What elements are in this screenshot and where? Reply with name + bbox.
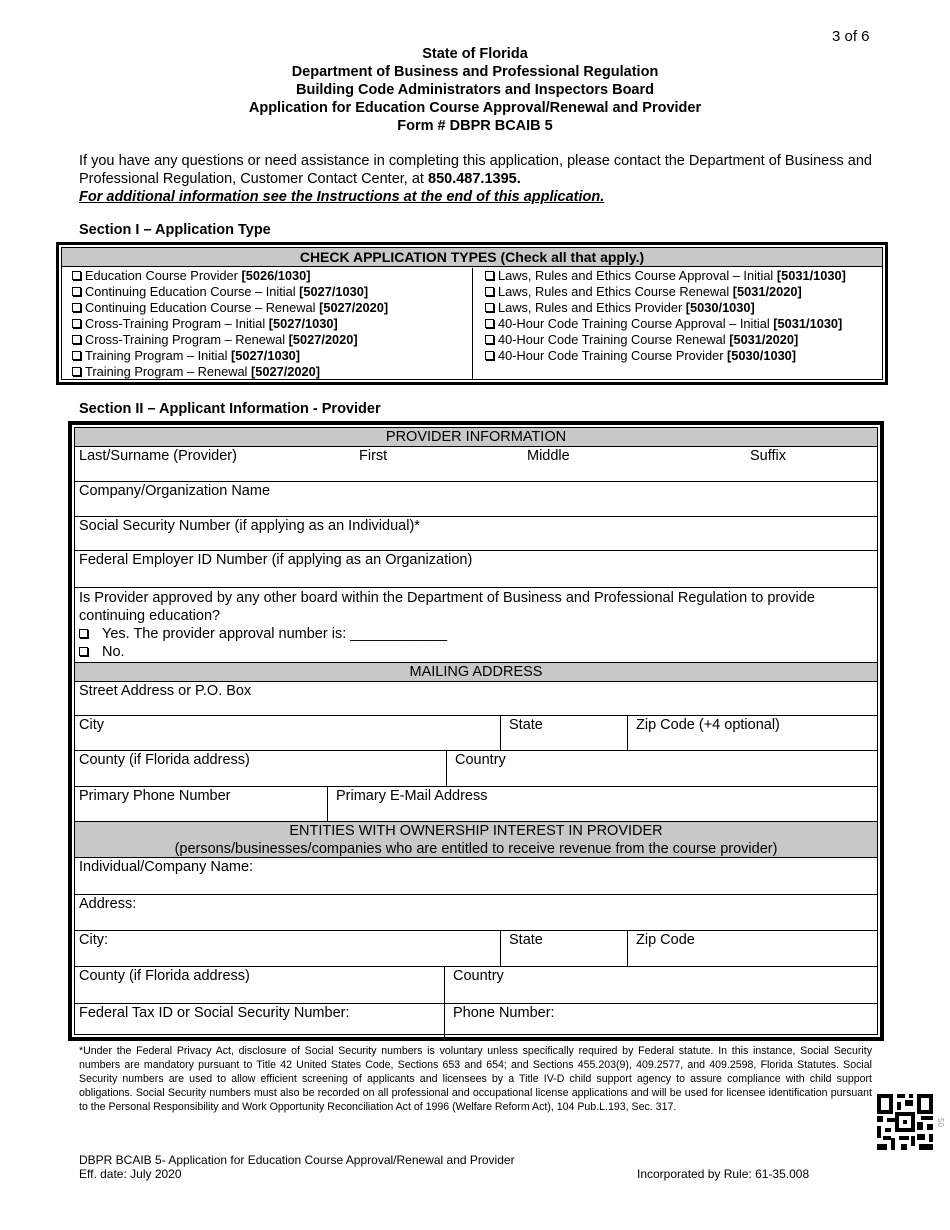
footer-eff-date: Eff. date: July 2020: [79, 1167, 182, 1181]
checkbox-icon[interactable]: [79, 647, 88, 656]
option-label: Laws, Rules and Ethics Provider: [498, 300, 683, 315]
section2-title: Section II – Applicant Information - Provider: [79, 401, 381, 417]
entity-address-field[interactable]: Address:: [79, 896, 137, 912]
footer-rule: Incorporated by Rule: 61-35.008: [637, 1167, 810, 1181]
option-code: [5027/1030]: [268, 316, 338, 331]
entities-header-title: ENTITIES WITH OWNERSHIP INTEREST IN PROVIDER: [289, 823, 663, 839]
option-label: Education Course Provider: [85, 268, 238, 283]
entity-county-field[interactable]: County (if Florida address): [79, 968, 250, 984]
option-label: Cross-Training Program – Initial: [85, 316, 266, 331]
option-label: 40-Hour Code Training Course Renewal: [498, 332, 726, 347]
option-row[interactable]: [72, 284, 472, 300]
option-code: [5027/1030]: [299, 284, 369, 299]
checkbox-icon[interactable]: [72, 319, 81, 328]
entity-address-row[interactable]: [75, 895, 877, 931]
street-address-field[interactable]: Street Address or P.O. Box: [79, 683, 252, 699]
approval-no-option[interactable]: [79, 643, 125, 661]
option-row[interactable]: [485, 316, 882, 332]
intro-paragraph: [79, 152, 872, 206]
fein-field[interactable]: Federal Employer ID Number (if applying as an Organization): [79, 552, 473, 568]
primary-email-field[interactable]: Primary E-Mail Address: [336, 788, 488, 804]
phone-email-row: [75, 787, 877, 822]
option-row[interactable]: [485, 300, 882, 316]
footer-left: [79, 1153, 515, 1181]
state-field[interactable]: State: [509, 717, 543, 733]
city-field[interactable]: City: [79, 717, 104, 733]
checkbox-icon[interactable]: [485, 287, 494, 296]
form-header: [0, 45, 950, 135]
option-row[interactable]: [72, 364, 472, 380]
checkbox-icon[interactable]: [485, 319, 494, 328]
section1-title: Section I – Application Type: [79, 222, 271, 238]
entity-phone-field[interactable]: Phone Number:: [453, 1005, 555, 1021]
company-row[interactable]: [75, 482, 877, 517]
entity-name-row[interactable]: [75, 858, 877, 895]
checkbox-icon[interactable]: [72, 367, 81, 376]
entity-state-field[interactable]: State: [509, 932, 543, 948]
option-label: Continuing Education Course – Renewal: [85, 300, 316, 315]
option-row[interactable]: [72, 332, 472, 348]
option-code: [5027/2020]: [319, 300, 389, 315]
privacy-act-footnote: *Under the Federal Privacy Act, disclosure of Social Security numbers is voluntary unless specifically required by Federal statute. In this instance, Social Security numbers are mandatory pursuant to Title 42 United States Code, Sections 653 and 654; and Sections 455.203(9), 409.2577, and 409.2598, Florida Statutes. Social Security numbers are used to allow efficient screening of applicants and licensees by a Title IV-D child support agency to assure compliance with child support obligations. Social Security numbers must also be recorded on all professional and occupational license applications and will be used for licensee identification pursuant to the Personal Responsibility and Work Opportunity Reconciliation Act of 1996 (Welfare Reform Act), 104 Pub.L.193, Sec. 317.: [79, 1045, 872, 1113]
entity-name-field[interactable]: Individual/Company Name:: [79, 859, 254, 875]
fein-row[interactable]: [75, 551, 877, 588]
checkbox-icon[interactable]: [485, 351, 494, 360]
entities-header-subtitle: (persons/businesses/companies who are entitled to receive revenue from the course provider): [174, 841, 778, 857]
option-code: [5030/1030]: [727, 348, 797, 363]
entity-city-field[interactable]: City:: [79, 932, 108, 948]
qr-code-icon: [877, 1094, 933, 1150]
option-code: [5031/2020]: [732, 284, 802, 299]
option-code: [5027/2020]: [288, 332, 358, 347]
company-name-field[interactable]: Company/Organization Name: [79, 483, 271, 499]
option-code: [5027/2020]: [250, 364, 320, 379]
application-type-right-column: [473, 268, 882, 379]
approval-question: Is Provider approved by any other board within the Department of Business and Professional Regulation to provide continuing education?: [79, 590, 815, 624]
option-code: [5026/1030]: [241, 268, 311, 283]
option-row[interactable]: [485, 268, 882, 284]
entity-taxid-phone-row: [75, 1004, 877, 1037]
street-row[interactable]: [75, 682, 877, 716]
option-code: [5031/1030]: [776, 268, 846, 283]
checkbox-icon[interactable]: [72, 335, 81, 344]
zip-field[interactable]: Zip Code (+4 optional): [636, 717, 780, 733]
option-row[interactable]: [485, 332, 882, 348]
option-label: Laws, Rules and Ethics Course Approval – Initial: [498, 268, 774, 283]
contact-phone: 850.487.1395.: [428, 171, 521, 187]
ssn-field[interactable]: Social Security Number (if applying as an Individual)*: [79, 518, 420, 534]
checkbox-icon[interactable]: [79, 629, 88, 638]
option-code: [5030/1030]: [685, 300, 755, 315]
checkbox-icon[interactable]: [72, 303, 81, 312]
county-field[interactable]: County (if Florida address): [79, 752, 250, 768]
option-row[interactable]: [72, 316, 472, 332]
option-row[interactable]: [72, 348, 472, 364]
option-row[interactable]: [485, 348, 882, 364]
entity-city-state-zip-row: [75, 931, 877, 967]
header-department: Department of Business and Professional Regulation: [291, 64, 659, 80]
option-label: 40-Hour Code Training Course Provider: [498, 348, 724, 363]
option-row[interactable]: [72, 268, 472, 284]
header-state: State of Florida: [422, 46, 528, 62]
last-name-field[interactable]: Last/Surname (Provider): [79, 448, 237, 464]
page-number: 3 of 6: [832, 28, 870, 45]
option-label: Training Program – Initial: [85, 348, 228, 363]
applicant-information-table: [68, 421, 884, 1041]
checkbox-icon[interactable]: [485, 335, 494, 344]
side-code: 50: [935, 1118, 945, 1127]
checkbox-icon[interactable]: [72, 287, 81, 296]
no-option-label: No.: [102, 644, 125, 660]
option-code: [5031/1030]: [773, 316, 843, 331]
footer-form-title: DBPR BCAIB 5- Application for Education Course Approval/Renewal and Provider: [79, 1153, 515, 1167]
tax-id-field[interactable]: Federal Tax ID or Social Security Number:: [79, 1005, 350, 1021]
city-state-zip-row: [75, 716, 877, 751]
option-label: Training Program – Renewal: [85, 364, 248, 379]
yes-option-label: Yes. The provider approval number is: ____________: [102, 626, 448, 642]
intro-text: If you have any questions or need assistance in completing this application, please contact the Department of Business and Professional Regulation, Customer Contact Center, at: [79, 153, 872, 187]
checkbox-icon[interactable]: [485, 303, 494, 312]
checkbox-icon[interactable]: [72, 271, 81, 280]
first-name-field[interactable]: First: [359, 448, 388, 464]
header-form-number: Form # DBPR BCAIB 5: [397, 118, 553, 134]
approval-yes-option[interactable]: [79, 625, 447, 643]
option-row[interactable]: [72, 300, 472, 316]
entities-header: [75, 822, 877, 858]
header-application-title: Application for Education Course Approval/Renewal and Provider: [248, 100, 702, 116]
entity-county-country-row: [75, 967, 877, 1004]
option-label: 40-Hour Code Training Course Approval – Initial: [498, 316, 770, 331]
instructions-note: For additional information see the Instructions at the end of this application.: [79, 189, 605, 205]
application-type-left-column: [62, 268, 473, 379]
suffix-field[interactable]: Suffix: [750, 448, 787, 464]
option-label: Laws, Rules and Ethics Course Renewal: [498, 284, 730, 299]
middle-name-field[interactable]: Middle: [527, 448, 570, 464]
mailing-address-header: MAILING ADDRESS: [75, 663, 877, 682]
checkbox-icon[interactable]: [72, 351, 81, 360]
option-label: Continuing Education Course – Initial: [85, 284, 296, 299]
application-type-header: CHECK APPLICATION TYPES (Check all that apply.): [62, 248, 882, 267]
option-code: [5031/2020]: [729, 332, 799, 347]
header-board: Building Code Administrators and Inspectors Board: [296, 82, 654, 98]
county-country-row: [75, 751, 877, 787]
name-row[interactable]: [75, 447, 877, 482]
entity-country-field[interactable]: Country: [453, 968, 504, 984]
primary-phone-field[interactable]: Primary Phone Number: [79, 788, 231, 804]
checkbox-icon[interactable]: [485, 271, 494, 280]
application-type-table: [56, 242, 888, 385]
ssn-row[interactable]: [75, 517, 877, 551]
option-code: [5027/1030]: [231, 348, 301, 363]
option-label: Cross-Training Program – Renewal: [85, 332, 286, 347]
approval-question-row: [75, 588, 877, 663]
provider-info-header: PROVIDER INFORMATION: [75, 428, 877, 447]
option-row[interactable]: [485, 284, 882, 300]
entity-zip-field[interactable]: Zip Code: [636, 932, 695, 948]
country-field[interactable]: Country: [455, 752, 506, 768]
